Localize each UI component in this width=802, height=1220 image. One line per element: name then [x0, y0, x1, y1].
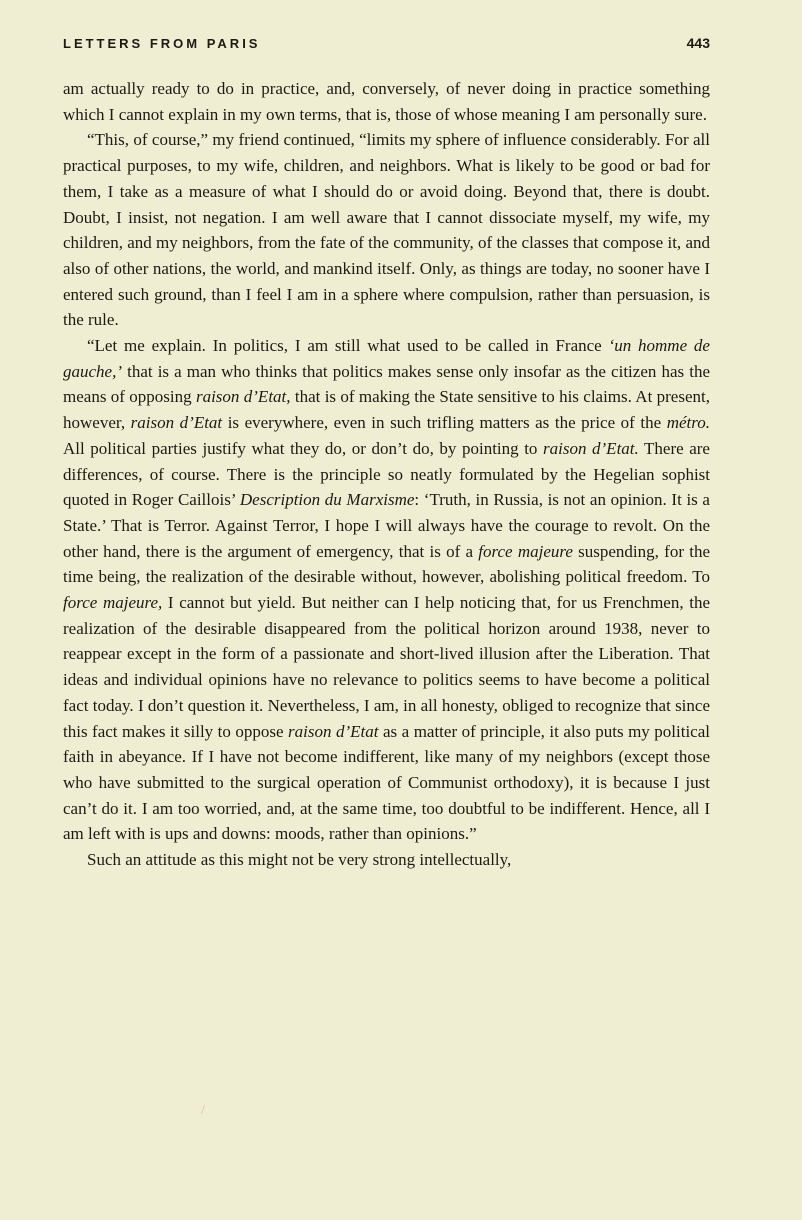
italic-text: raison d’Etat: [130, 413, 223, 433]
italic-text: raison d’Etat.: [543, 438, 639, 458]
running-header: [63, 35, 710, 51]
text-run: suspending, for the time being, the realization of the desirable without, however, abolishing political freedom. To: [63, 541, 710, 587]
text-run: that is a man who thinks that politics makes sense only insofar as the citizen has the means of opposing: [63, 361, 710, 407]
body-text: [63, 76, 710, 873]
text-run: : ‘Truth, in Russia, is not an opinion. It is a State.’ That is Terror. Against Terror, I hope I will always have the courage to revolt. On the other hand, there is the argument of emergency, that is of a: [63, 490, 710, 561]
italic-text: raison d’Etat,: [195, 387, 291, 407]
text-run: as a matter of principle, it also puts my political faith in abeyance. If I have not become indifferent, like many of my neighbors (except those who have submitted to the surgical operation of Communist orthodoxy), it is because I just can’t do it. I am too worried, and, at the same time, too doubtful to be indifferent. Hence, all I am left with is ups and downs: moods, rather than opinions.”: [63, 721, 710, 844]
paragraph: [63, 76, 710, 127]
text-run: that is of making the State sensitive to his claims. At present, however,: [63, 387, 710, 433]
italic-text: ‘un homme de gauche,’: [63, 336, 710, 381]
italic-text: raison d’Etat: [288, 721, 379, 741]
text-run: There are differences, of course. There is the principle so neatly formulated by the Hegelian sophist quoted in Roger Caillois’: [63, 438, 710, 510]
italic-text: Description du Marxisme: [239, 490, 415, 510]
text-run: “Let me explain. In politics, I am still what used to be called in France: [87, 336, 609, 356]
paragraph: [63, 333, 710, 847]
italic-text: métro.: [666, 413, 710, 433]
stray-mark: /: [201, 1103, 205, 1118]
text-run: “This, of course,” my friend continued, “limits my sphere of influence considerably. For all practical purposes, to my wife, children, and neighbors. What is likely to be good or bad for them, I take as a measure of what I should do or avoid doing. Beyond that, there is doubt. Doubt, I insist, not negation. I am well aware that I cannot dissociate myself, my wife, my children, and my neighbors, from the fate of the community, of the classes that compose it, and also of other nations, the world, and mankind itself. Only, as things are today, no sooner have I entered such ground, than I feel I am in a sphere where compulsion, rather than persuasion, is the rule.: [63, 130, 710, 330]
text-run: is everywhere, even in such trifling matters as the price of the: [222, 413, 667, 433]
text-run: All political parties justify what they do, or don’t do, by pointing to: [63, 438, 543, 458]
running-title: LETTERS FROM PARIS: [63, 36, 261, 51]
italic-text: force majeure,: [63, 593, 163, 613]
italic-text: force majeure: [478, 541, 573, 561]
text-run: I cannot but yield. But neither can I help noticing that, for us Frenchmen, the realization of the desirable disappeared from the political horizon around 1938, never to reappear except in the form of a passionate and short-lived illusion after the Liberation. That ideas and individual opinions have no relevance to politics seems to have become a political fact today. I don’t question it. Nevertheless, I am, in all honesty, obliged to recognize that since this fact makes it silly to oppose: [63, 593, 711, 741]
text-run: am actually ready to do in practice, and, conversely, of never doing in practice something which I cannot explain in my own terms, that is, those of whose meaning I am personally sure.: [63, 79, 710, 124]
text-run: Such an attitude as this might not be very strong intellectually,: [87, 850, 512, 870]
paragraph: [63, 847, 710, 873]
page-number: 443: [686, 35, 710, 51]
paragraph: [63, 127, 710, 333]
